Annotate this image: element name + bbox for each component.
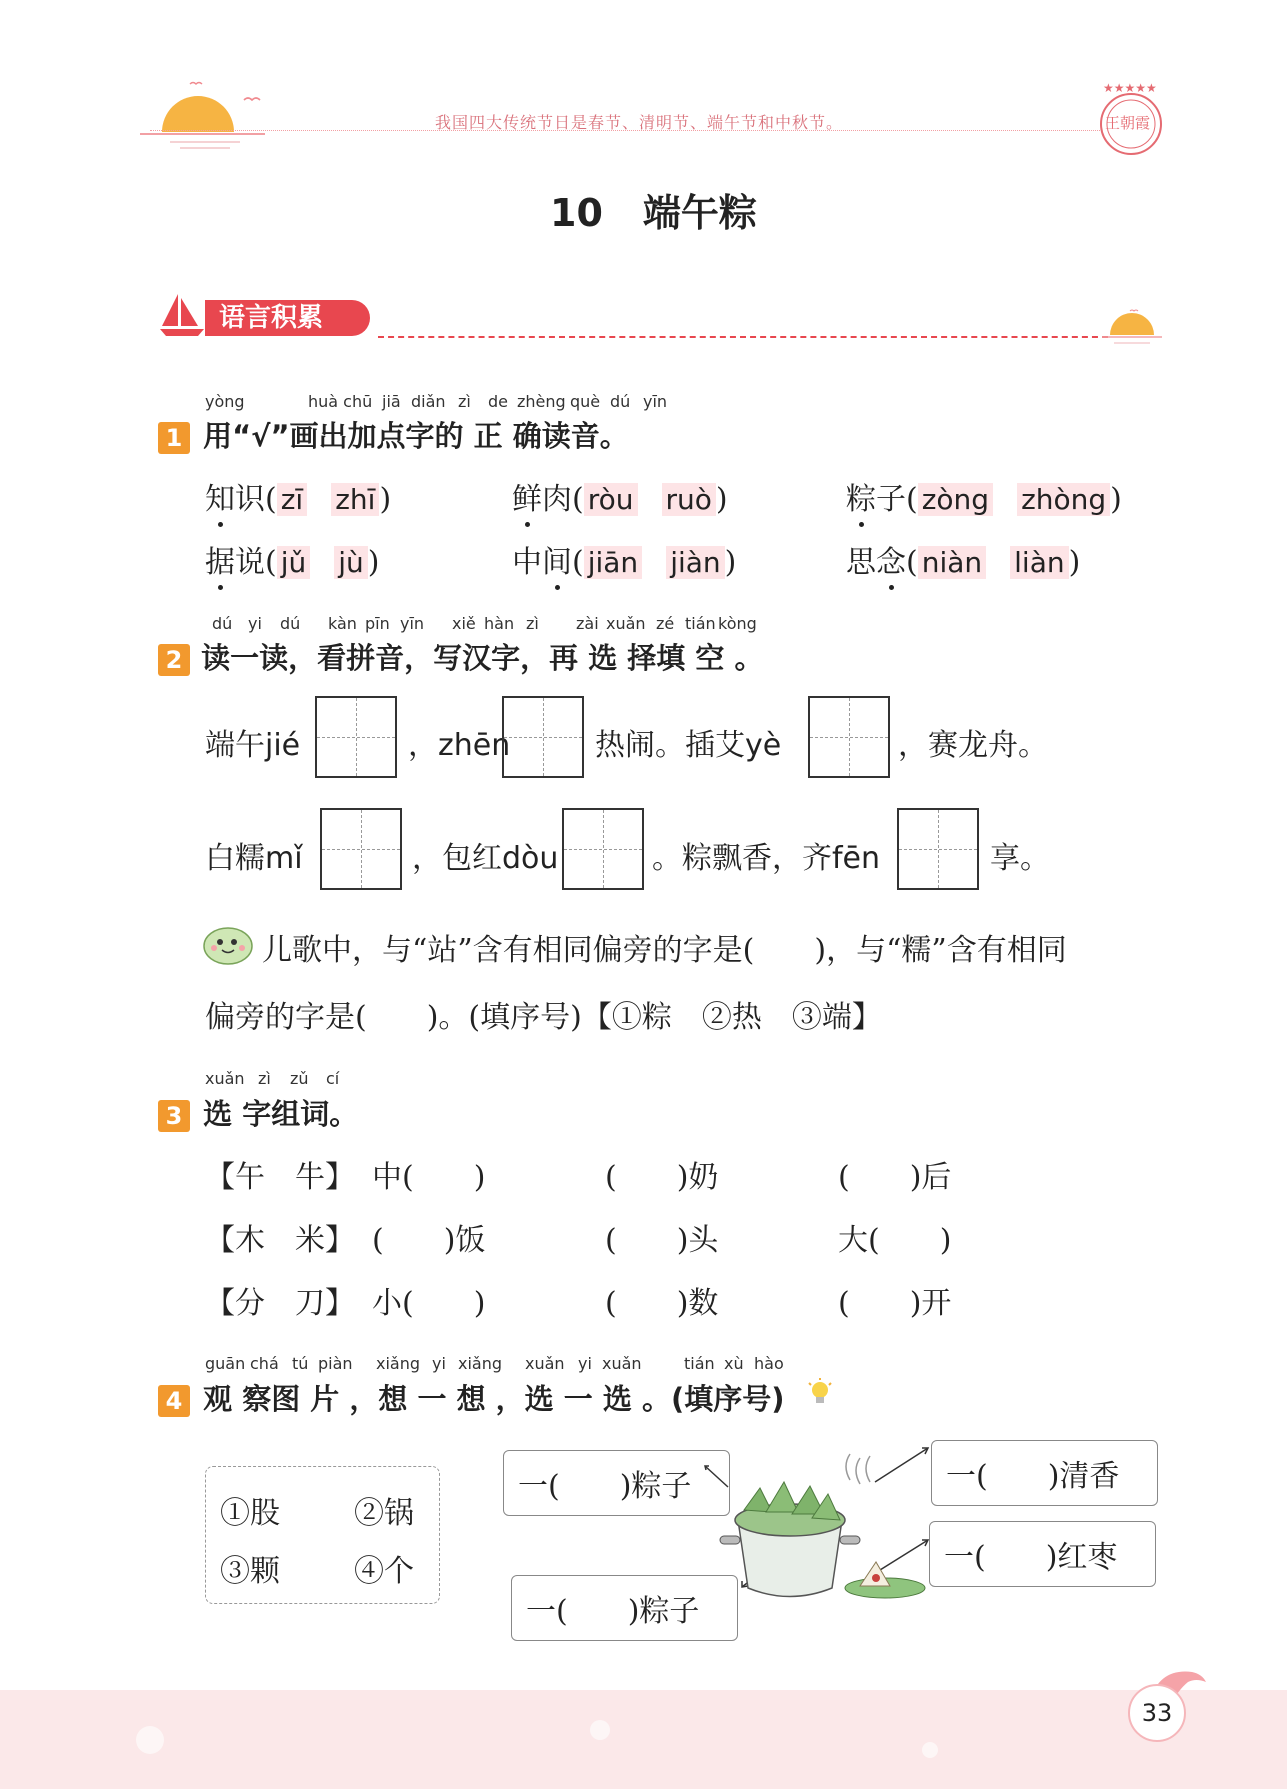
- q2-line2-c: 。粽飘香，齐fēn: [652, 841, 881, 876]
- q3-pinyin: xuǎn zì zǔ cí: [205, 1069, 340, 1088]
- q1-item-3: 粽子( zòng zhòng ): [846, 474, 1122, 518]
- q3-row-1: 【午 牛】: [205, 1160, 355, 1195]
- pinyin-option[interactable]: zhòng: [1017, 483, 1110, 516]
- answer-blank-4[interactable]: 一( )粽子: [511, 1575, 738, 1641]
- q2-note-line2: 偏旁的字是( )。(填序号)【①粽 ②热 ③端】: [205, 1000, 882, 1035]
- q1-item-2: 鲜肉( ròu ruò ): [512, 474, 728, 518]
- q1-item-6: 思念( niàn liàn ): [846, 537, 1080, 581]
- answer-blank-3[interactable]: 一( )红枣: [929, 1521, 1156, 1587]
- q3-blank[interactable]: ( )后: [838, 1160, 952, 1195]
- option-4: ④个: [354, 1554, 414, 1589]
- svg-text:★★★★★: ★★★★★: [1103, 81, 1157, 95]
- q2-line2-a: 白糯mǐ: [205, 841, 303, 876]
- q2-text: 读一读，看拼音，写汉字，再 选 择填 空 。: [201, 641, 764, 675]
- page-number: 33: [1128, 1684, 1186, 1742]
- stamp-text: 王朝霞: [1105, 114, 1151, 132]
- q2-pinyin: dú yi dú kàn pīn yīn xiě hàn zì zài xuǎn zé tián kòng: [212, 614, 757, 633]
- char-box[interactable]: [502, 696, 584, 778]
- q3-blank[interactable]: ( )开: [838, 1286, 952, 1321]
- answer-blank-1[interactable]: 一( )粽子: [503, 1450, 730, 1516]
- pinyin-option[interactable]: zòng: [918, 483, 993, 516]
- mascot-icon: [200, 918, 256, 966]
- pinyin-option[interactable]: jiàn: [666, 546, 724, 579]
- option-1: ①股: [220, 1496, 280, 1531]
- q1-item-4: 据说( jǔ jù ): [205, 537, 380, 581]
- q3-number: 3: [158, 1100, 190, 1132]
- q3-row-3: 【分 刀】: [205, 1286, 355, 1321]
- q3-blank[interactable]: ( )数: [605, 1286, 719, 1321]
- pinyin-option[interactable]: liàn: [1010, 546, 1068, 579]
- stamp-seal: [1095, 80, 1167, 160]
- q3-question: [158, 1092, 358, 1133]
- q4-text: 观 察图 片 ，想 一 想 ，选 一 选 。(填序号): [203, 1382, 785, 1416]
- pinyin-option[interactable]: zī: [277, 483, 307, 516]
- small-sunset-icon: [1100, 305, 1164, 349]
- answer-blank-2[interactable]: 一( )清香: [931, 1440, 1158, 1506]
- q3-blank[interactable]: 大( ): [838, 1223, 952, 1258]
- pinyin-option[interactable]: jǔ: [277, 546, 311, 579]
- char-box[interactable]: [808, 696, 890, 778]
- q3-blank[interactable]: ( )饭: [372, 1223, 486, 1258]
- char-box[interactable]: [897, 808, 979, 890]
- section-label: 语言积累: [219, 303, 324, 333]
- zongzi-pot-illustration: [700, 1440, 950, 1610]
- q1-question: [158, 414, 629, 455]
- char-box[interactable]: [320, 808, 402, 890]
- sunset-icon: [140, 70, 270, 150]
- q4-question: [158, 1377, 784, 1418]
- pinyin-option[interactable]: jù: [334, 546, 368, 579]
- header-note: 我国四大传统节日是春节、清明节、端午节和中秋节。: [435, 113, 844, 132]
- page-title: [550, 182, 757, 237]
- section-banner: [205, 300, 370, 336]
- footer-bubbles: [0, 1700, 1287, 1789]
- q4-pinyin: guān chá tú piàn xiǎng yi xiǎng xuǎn yi xuǎn tián xù hào: [205, 1354, 784, 1373]
- q3-blank[interactable]: 中( ): [372, 1160, 486, 1195]
- q3-text: 选 字组词。: [203, 1097, 359, 1131]
- q2-line2-b: ，包红dòu: [412, 841, 559, 876]
- q2-line1-b: ，zhēn: [408, 728, 511, 763]
- q1-number: 1: [158, 422, 190, 454]
- q1-item-1: 知识( zī zhī ): [205, 474, 391, 518]
- q3-blank[interactable]: ( )头: [605, 1223, 719, 1258]
- q2-line1-a: 端午jié: [205, 728, 301, 763]
- q4-number: 4: [158, 1385, 190, 1417]
- q1-item-5: 中间( jiān jiàn ): [512, 537, 736, 581]
- pinyin-option[interactable]: ròu: [584, 483, 638, 516]
- pinyin-option[interactable]: jiān: [584, 546, 642, 579]
- lightbulb-icon: [806, 1378, 834, 1408]
- q2-question: [158, 636, 763, 677]
- q1-text: 用“√”画出加点字的 正 确读音。: [203, 419, 629, 453]
- lesson-number: 10: [550, 191, 603, 235]
- sailboat-icon: [158, 290, 208, 338]
- pinyin-option[interactable]: zhī: [331, 483, 379, 516]
- q3-blank[interactable]: ( )奶: [605, 1160, 719, 1195]
- q2-line2-d: 享。: [990, 841, 1050, 876]
- q3-row-2: 【木 米】: [205, 1223, 355, 1258]
- pinyin-option[interactable]: ruò: [662, 483, 716, 516]
- option-2: ②锅: [354, 1496, 414, 1531]
- char-box[interactable]: [562, 808, 644, 890]
- q2-number: 2: [158, 644, 190, 676]
- lesson-title: 端午粽: [642, 191, 757, 235]
- q2-note-line1: 儿歌中，与“站”含有相同偏旁的字是( )，与“糯”含有相同: [262, 933, 1067, 968]
- q2-line1-d: ，赛龙舟。: [898, 728, 1048, 763]
- q2-line1-c: 热闹。插艾yè: [595, 728, 782, 763]
- option-3: ③颗: [220, 1554, 280, 1589]
- pinyin-option[interactable]: niàn: [918, 546, 986, 579]
- q1-pinyin: yòng huà chū jiā diǎn zì de zhèng què dú yīn: [205, 392, 668, 411]
- q3-blank[interactable]: 小( ): [372, 1286, 486, 1321]
- char-box[interactable]: [315, 696, 397, 778]
- section-rule: [378, 336, 1108, 338]
